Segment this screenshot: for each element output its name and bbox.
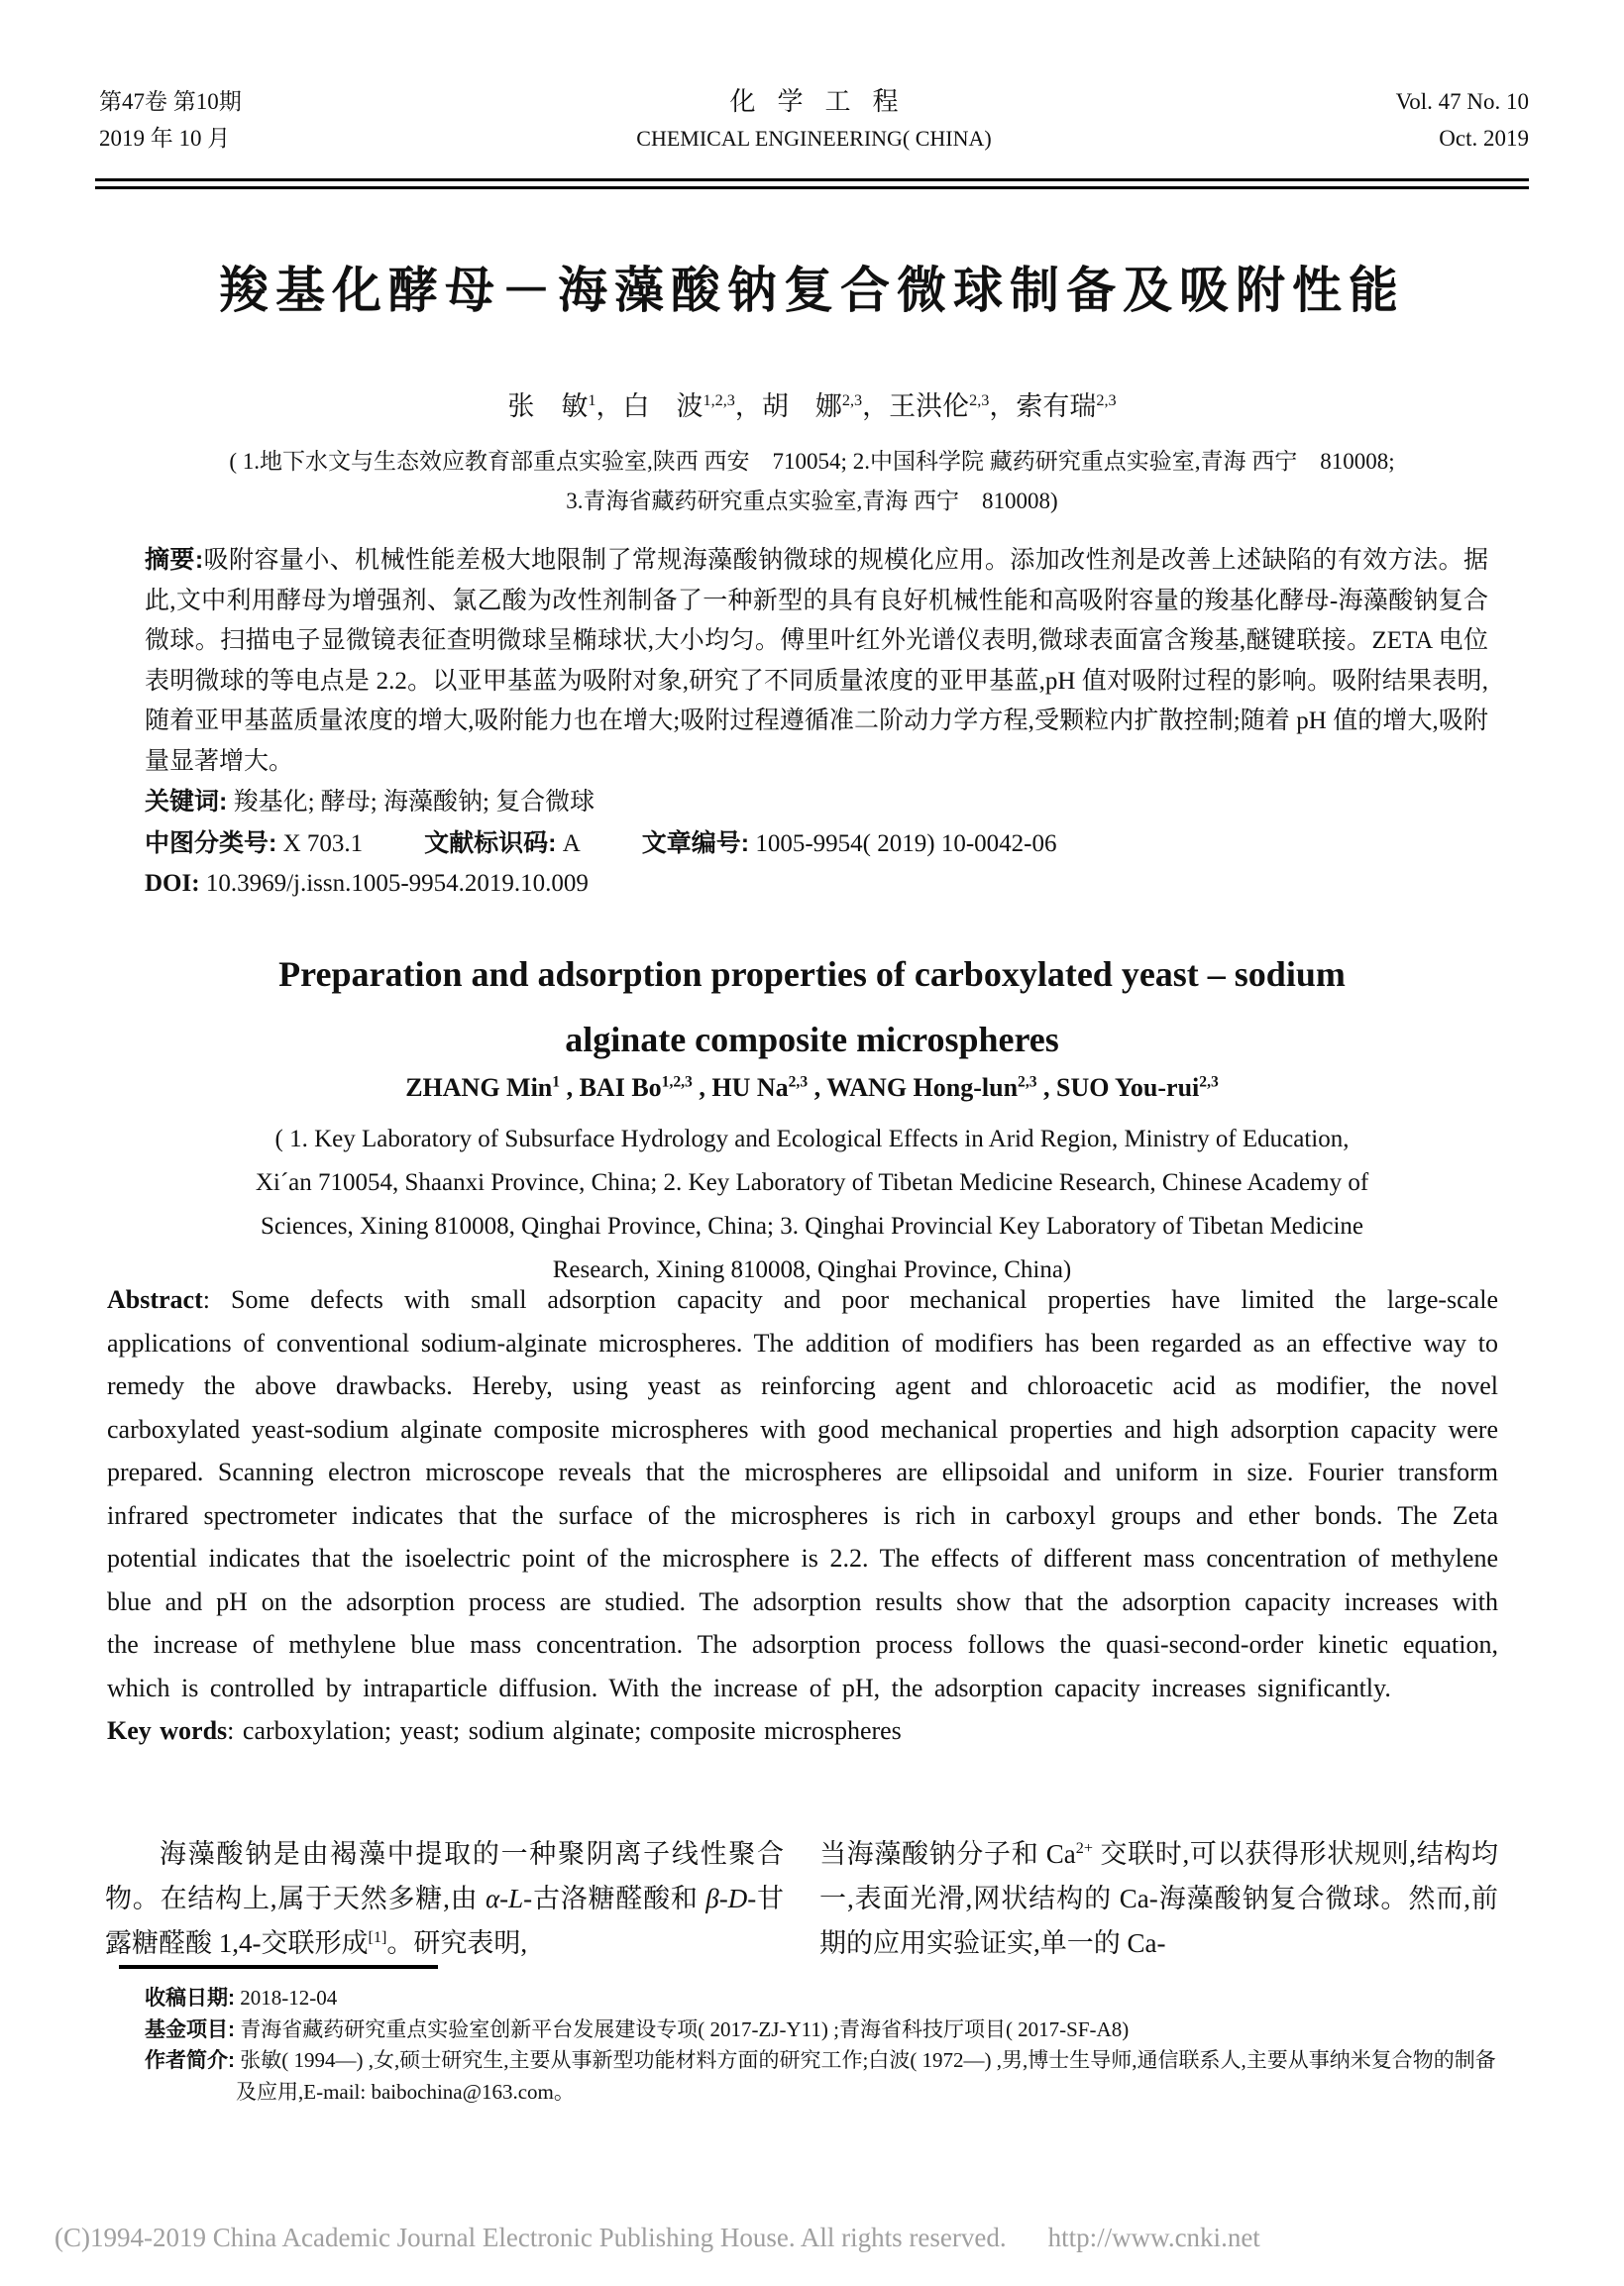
classification-row	[145, 823, 1488, 865]
footnote-received-date	[145, 1983, 1504, 2014]
body-right-seg3: 交联时,可以获得形状规则,结构均一,表面光滑,网状结构的 Ca-海藻酸钠复合微球。然而,前期的应用实验证实,单一的 Ca-	[819, 1839, 1498, 1958]
article-id-value: 1005-9954( 2019) 10-0042-06	[755, 829, 1057, 857]
abstract-en	[107, 1278, 1498, 1709]
author-en-1-sup: 1	[552, 1073, 561, 1091]
english-meta-block	[107, 1278, 1498, 1753]
author-cn-2	[623, 391, 735, 421]
body-left-seg1: 海藻酸钠是由褐藻中提取的一种聚阴离子线性聚合物。在结构上,属于天然多糖,由	[105, 1839, 784, 1913]
clc-number	[145, 830, 363, 857]
abstract-cn	[145, 540, 1488, 782]
cnki-url: http://www.cnki.net	[1047, 2223, 1260, 2252]
abstract-en-text: Some defects with small adsorption capacity and poor mechanical properties have limited the large-scale applications of conventional sodium-alginate microspheres. The addition of modifiers has been regarded as an effective way to remedy the above drawbacks. Hereby, using yeast as reinforcing agent and chloroacetic acid as modifier, the novel carboxylated yeast-sodium alginate composite microspheres with good mechanical properties and high adsorption capacity were prepared. Scanning electron microscope reveals that the microspheres are ellipsoidal and uniform in size. Fourier transform infrared spectrometer indicates that the surface of the microspheres is rich in carboxyl groups and ether bonds. The Zeta potential indicates that the isoelectric point of the microsphere is 2.2. The effects of different mass concentration of methylene blue and pH on the adsorption process are studied. The adsorption results show that the adsorption capacity increases with the increase of methylene blue mass concentration. The adsorption process follows the quasi-second-order kinetic equation, which is controlled by intraparticle diffusion. With the increase of pH, the adsorption capacity increases significantly.	[107, 1285, 1498, 1702]
footnote-fund-project	[145, 2014, 1504, 2046]
footnote-divider-rule	[119, 1965, 438, 1969]
keywords-cn-text: 羧基化; 酵母; 海藻酸钠; 复合微球	[233, 789, 595, 816]
article-id-label: 文章编号:	[641, 828, 750, 857]
author-separator: ，	[734, 391, 762, 421]
author-en-1-name: ZHANG Min	[405, 1073, 553, 1102]
journal-date-en: Oct. 2019	[1439, 126, 1529, 151]
header-divider-rule	[95, 178, 1529, 189]
affiliation-en-line-2: Xi´an 710054, Shaanxi Province, China; 2. Key Laboratory of Tibetan Medicine Research, Chinese Academy of	[255, 1169, 1369, 1196]
footnote-fund-text: 青海省藏药研究重点实验室创新平台发展建设专项( 2017-ZJ-Y11) ;青海省科技厅项目( 2017-SF-A8)	[240, 2016, 1130, 2041]
footnote-bio-text: 张敏( 1994—) ,女,硕士研究生,主要从事新型功能材料方面的研究工作;白波( 1972—) ,男,博士生导师,通信联系人,主要从事纳米复合物的制备及应用,E-mail: baibochina@163.com。	[236, 2048, 1496, 2104]
author-en-4-sup: 2,3	[1018, 1073, 1037, 1091]
author-cn-4-name: 王洪伦	[889, 391, 970, 421]
author-en-1	[405, 1073, 560, 1102]
copyright-footer	[54, 2223, 1260, 2253]
body-left-citation-sup: [1]	[368, 1928, 387, 1946]
journal-volume-block	[1396, 83, 1529, 157]
body-left-italic-1: α-L-	[485, 1884, 533, 1913]
affiliations-cn	[0, 442, 1624, 521]
clc-label: 中图分类号:	[145, 828, 277, 857]
footnote-bio-label: 作者简介:	[145, 2049, 235, 2072]
author-cn-1-sup: 1	[588, 391, 596, 409]
body-left-seg3: 古洛糖醛酸和	[532, 1884, 706, 1913]
journal-date-cn: 2019 年 10 月	[99, 126, 231, 151]
author-cn-3	[762, 391, 862, 421]
abstract-en-label: Abstract	[107, 1285, 203, 1314]
body-column-right	[819, 1832, 1498, 1966]
author-cn-4	[889, 391, 989, 421]
article-title-en	[0, 941, 1624, 1072]
footnote-fund-label: 基金项目:	[145, 2017, 235, 2041]
abstract-cn-label: 摘要:	[145, 546, 204, 574]
author-separator: ，	[862, 391, 890, 421]
affiliation-en-line-4: Research, Xining 810008, Qinghai Province, China)	[552, 1256, 1072, 1283]
keywords-cn	[145, 782, 1488, 823]
author-cn-3-name: 胡 娜	[761, 391, 842, 421]
article-title-cn: 羧基化酵母－海藻酸钠复合微球制备及吸附性能	[219, 263, 1405, 318]
author-en-3-name: HU Na	[711, 1073, 789, 1102]
body-left-seg7: 。研究表明,	[386, 1928, 528, 1958]
author-cn-2-name: 白 波	[622, 391, 704, 421]
body-columns	[105, 1832, 1498, 1966]
author-separator: ,	[808, 1073, 827, 1102]
abstract-en-colon: :	[202, 1285, 231, 1314]
author-separator: ，	[989, 391, 1017, 421]
footnote-author-bio	[145, 2045, 1504, 2108]
author-en-4-name: WANG Hong-lun	[826, 1073, 1019, 1102]
author-en-2	[580, 1073, 693, 1102]
journal-name-block	[99, 83, 1529, 157]
affiliation-en-line-1: ( 1. Key Laboratory of Subsurface Hydrology and Ecological Effects in Arid Region, Ministry of Education,	[274, 1126, 1350, 1152]
article-id	[642, 830, 1057, 857]
author-cn-1	[507, 391, 595, 421]
author-cn-5-name: 索有瑞	[1016, 391, 1097, 421]
document-code	[424, 830, 581, 857]
author-en-4	[826, 1073, 1036, 1102]
author-separator: ，	[595, 391, 623, 421]
footnotes	[145, 1983, 1504, 2108]
journal-header	[99, 83, 1529, 163]
doi-value: 10.3969/j.issn.1005-9954.2019.10.009	[205, 870, 589, 897]
article-title-en-line-1: Preparation and adsorption properties of carboxylated yeast – sodium	[278, 954, 1346, 994]
author-cn-4-sup: 2,3	[969, 391, 990, 409]
body-left-seg5: 甘露糖醛酸 1,4-交联形成	[105, 1884, 785, 1958]
author-separator: ,	[692, 1073, 712, 1102]
body-left-italic-2: β-D-	[705, 1884, 757, 1913]
author-en-5	[1056, 1073, 1219, 1102]
body-column-left	[105, 1832, 784, 1966]
journal-issue-cn: 第47卷 第10期	[99, 89, 242, 114]
author-en-3-sup: 2,3	[788, 1073, 809, 1091]
journal-vol-en: Vol. 47 No. 10	[1395, 89, 1529, 114]
keywords-en-colon: :	[227, 1716, 243, 1745]
affiliation-en-line-3: Sciences, Xining 810008, Qinghai Province, China; 3. Qinghai Provincial Key Laboratory of Tibetan Medicine	[260, 1213, 1363, 1240]
author-cn-5-sup: 2,3	[1096, 391, 1117, 409]
affiliation-cn-line-2: 3.青海省藏药研究重点实验室,青海 西宁 810008)	[566, 489, 1058, 513]
author-cn-5	[1016, 391, 1116, 421]
affiliations-en	[0, 1118, 1624, 1292]
doi-row	[145, 864, 1488, 905]
author-en-2-name: BAI Bo	[579, 1073, 662, 1102]
abstract-cn-text: 吸附容量小、机械性能差极大地限制了常规海藻酸钠微球的规模化应用。添加改性剂是改善上述缺陷的有效方法。据此,文中利用酵母为增强剂、氯乙酸为改性剂制备了一种新型的具有良好机械性能和高吸附容量的羧基化酵母-海藻酸钠复合微球。扫描电子显微镜表征查明微球呈椭球状,大小均匀。傅里叶红外光谱仪表明,微球表面富含羧基,醚键联接。ZETA 电位表明微球的等电点是 2.2。以亚甲基蓝为吸附对象,研究了不同质量浓度的亚甲基蓝,pH 值对吸附过程的影响。吸附结果表明,随着亚甲基蓝质量浓度的增大,吸附能力也在增大;吸附过程遵循准二阶动力学方程,受颗粒内扩散控制;随着 pH 值的增大,吸附量显著增大。	[145, 547, 1488, 775]
doi-label: DOI:	[145, 870, 200, 897]
author-cn-1-name: 张 敏	[507, 391, 589, 421]
author-cn-3-sup: 2,3	[841, 391, 863, 409]
footnote-received-text: 2018-12-04	[240, 1986, 338, 2010]
author-cn-2-sup: 1,2,3	[703, 391, 735, 409]
clc-value: X 703.1	[282, 829, 364, 857]
author-separator: ,	[1036, 1073, 1057, 1102]
copyright-text: (C)1994-2019 China Academic Journal Electronic Publishing House. All rights reserved.	[54, 2223, 1007, 2252]
keywords-cn-label: 关键词:	[145, 788, 228, 816]
author-separator: ,	[560, 1073, 580, 1102]
keywords-en-label: Key words	[107, 1716, 228, 1745]
journal-name-cn: 化学工程	[729, 87, 920, 116]
chinese-meta-block	[145, 540, 1488, 905]
journal-name-en: CHEMICAL ENGINEERING( CHINA)	[636, 126, 992, 151]
authors-en	[0, 1073, 1624, 1103]
footnote-received-label: 收稿日期:	[145, 1987, 235, 2010]
authors-cn	[0, 384, 1624, 423]
keywords-en-text: carboxylation; yeast; sodium alginate; composite microspheres	[242, 1716, 902, 1745]
body-right-ion-sup: 2+	[1075, 1839, 1094, 1857]
body-right-seg1: 当海藻酸钠分子和 Ca	[819, 1839, 1076, 1869]
author-en-5-sup: 2,3	[1199, 1073, 1219, 1091]
keywords-en	[107, 1709, 1498, 1753]
author-en-2-sup: 1,2,3	[661, 1073, 693, 1091]
author-en-5-name: SUO You-rui	[1056, 1073, 1200, 1102]
article-title-en-line-2: alginate composite microspheres	[565, 1020, 1059, 1059]
affiliation-cn-line-1: ( 1.地下水文与生态效应教育部重点实验室,陕西 西安 710054; 2.中国科学院 藏药研究重点实验室,青海 西宁 810008;	[229, 449, 1395, 474]
document-code-value: A	[562, 829, 581, 857]
document-code-label: 文献标识码:	[424, 828, 557, 857]
author-en-3	[711, 1073, 808, 1102]
